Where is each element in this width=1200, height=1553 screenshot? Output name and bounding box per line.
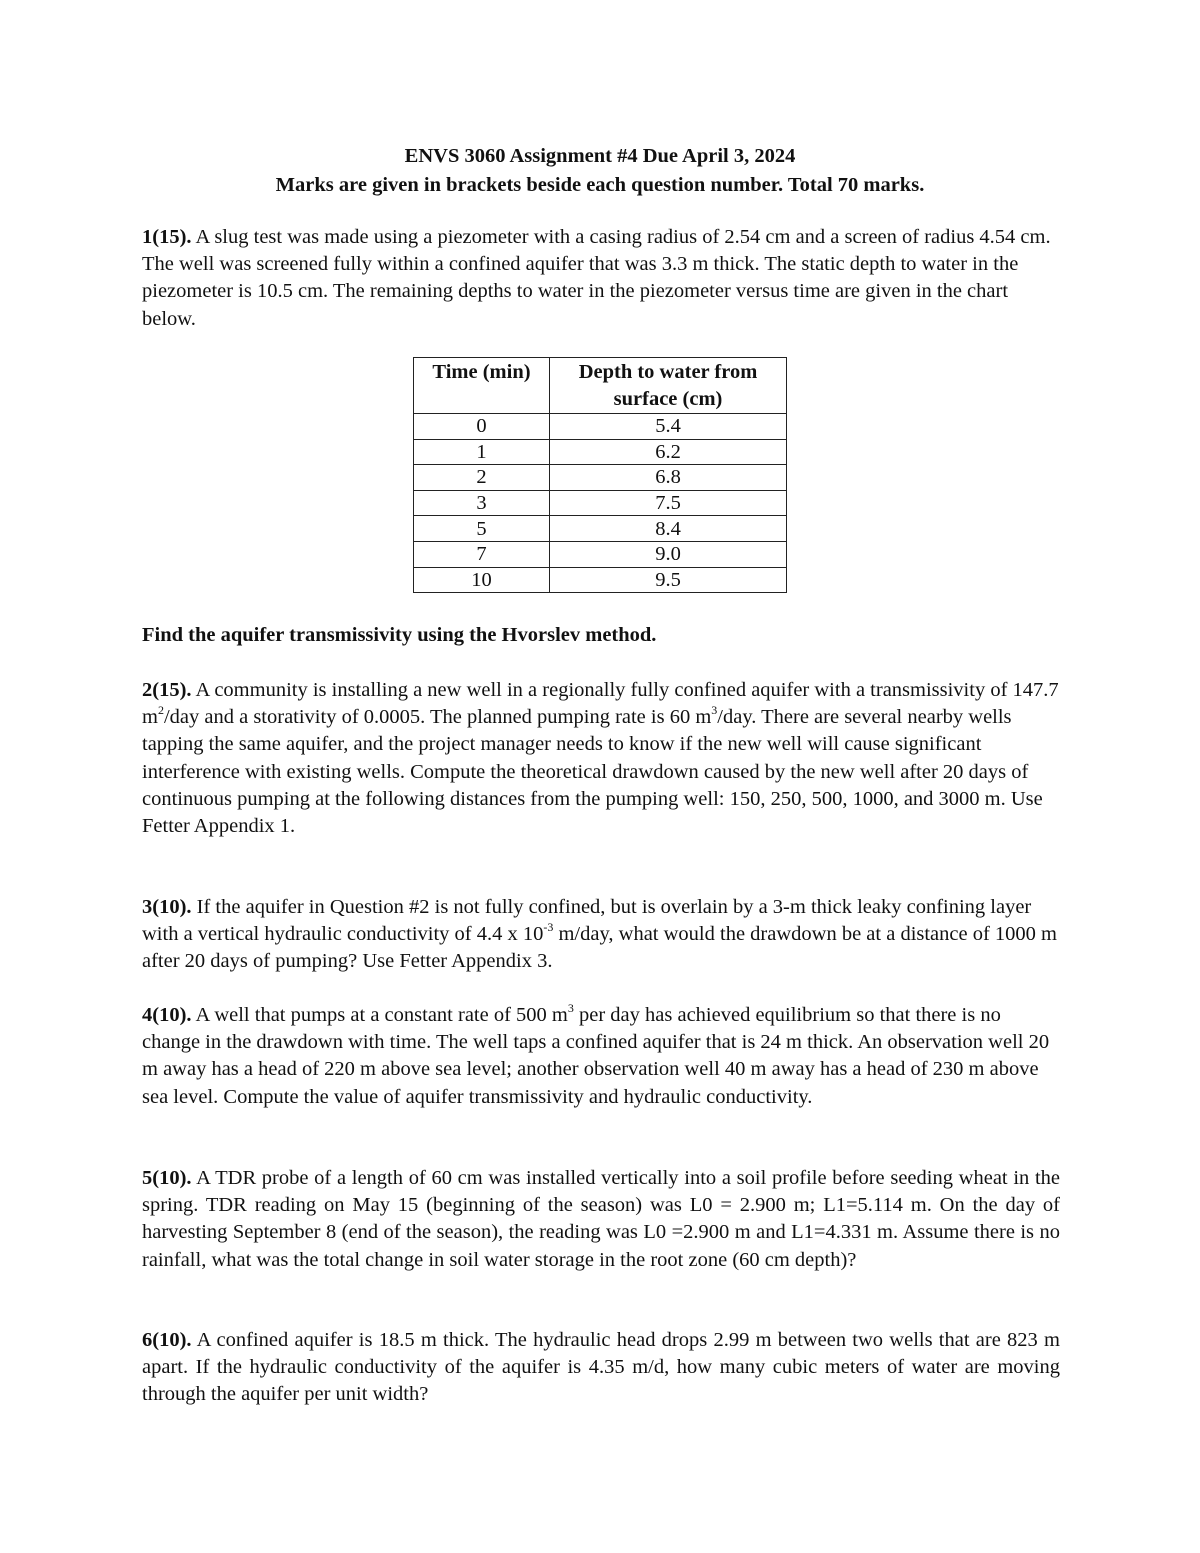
- question-5: [142, 1165, 1060, 1274]
- time-cell: 2: [414, 465, 550, 491]
- question-3-sup-1: -3: [543, 920, 554, 935]
- depth-cell: 8.4: [550, 516, 787, 542]
- question-4-sup-1: 3: [567, 1001, 574, 1016]
- question-5-label: 5(10).: [142, 1167, 192, 1189]
- question-1-instruction: Find the aquifer transmissivity using the Hvorslev method.: [142, 624, 657, 646]
- time-column-header: Time (min): [414, 358, 550, 414]
- question-1-text: A slug test was made using a piezometer with a casing radius of 2.54 cm and a screen of radius 4.54 cm. The well was screened fully within a confined aquifer that was 3.3 m thick. The static depth to water in the piezometer is 10.5 cm. The remaining depths to water in the piezometer versus time are given in the chart below.: [142, 226, 1051, 330]
- depth-header-line-2: surface (cm): [613, 388, 723, 410]
- question-6-label: 6(10).: [142, 1329, 192, 1351]
- table-row: [414, 465, 787, 491]
- question-2-text-1: A community is installing a new well in a regionally fully confined aquifer with a transmissivity of 147.7 m: [142, 679, 1059, 729]
- question-5-text: A TDR probe of a length of 60 cm was installed vertically into a soil profile before seeding wheat in the spring. TDR reading on May 15 (beginning of the season) was L0 = 2.900 m; L1=5.114 m. On the day of harvesting September 8 (end of the season), the reading was L0 =2.900 m and L1=4.331 m. Assume there is no rainfall, what was the total change in soil water storage in the root zone (60 cm depth)?: [142, 1167, 1061, 1271]
- question-2-text-3: /day. There are several nearby wells tapping the same aquifer, and the project manager needs to know if the new well will cause significant interference with existing wells. Compute the theoretical drawdown caused by the new well after 20 days of continuous pumping at the following distances from the pumping well: 150, 250, 500, 1000, and 3000 m. Use Fetter Appendix 1.: [142, 706, 1043, 838]
- depth-header-line-1: Depth to water from: [578, 361, 758, 383]
- assignment-title: ENVS 3060 Assignment #4 Due April 3, 2024: [404, 145, 796, 167]
- table-row: [414, 516, 787, 542]
- depth-cell: 9.0: [550, 541, 787, 567]
- table-row: [414, 414, 787, 440]
- table-row: [414, 567, 787, 593]
- depth-cell: 9.5: [550, 567, 787, 593]
- question-4-label: 4(10).: [142, 1004, 192, 1026]
- table-row: [414, 439, 787, 465]
- question-2: [142, 677, 1060, 840]
- question-3-text-1: If the aquifer in Question #2 is not fully confined, but is overlain by a 3-m thick leaky confining layer with a vertical hydraulic conductivity of 4.4 x 10: [142, 896, 1032, 946]
- table-header-row: [414, 358, 787, 414]
- question-2-text-2: /day and a storativity of 0.0005. The planned pumping rate is 60 m: [163, 706, 712, 729]
- question-2-sup-1: 2: [157, 703, 164, 718]
- depth-column-header: [550, 358, 787, 414]
- time-cell: 10: [414, 567, 550, 593]
- question-6: [142, 1327, 1060, 1409]
- question-3: [142, 894, 1060, 976]
- assignment-header: [0, 142, 1200, 200]
- depth-cell: 7.5: [550, 490, 787, 516]
- question-1: [142, 224, 1060, 333]
- table-row: [414, 490, 787, 516]
- question-2-sup-2: 3: [711, 703, 718, 718]
- question-2-label: 2(15).: [142, 679, 192, 701]
- depth-cell: 5.4: [550, 414, 787, 440]
- question-6-text: A confined aquifer is 18.5 m thick. The hydraulic head drops 2.99 m between two wells that are 823 m apart. If the hydraulic conductivity of the aquifer is 4.35 m/d, how many cubic meters of water are moving through the aquifer per unit width?: [142, 1329, 1060, 1406]
- depth-cell: 6.2: [550, 439, 787, 465]
- marks-note: Marks are given in brackets beside each question number. Total 70 marks.: [275, 174, 925, 196]
- slug-test-table: [413, 357, 787, 593]
- question-4-text-2: per day has achieved equilibrium so that there is no change in the drawdown with time. The well taps a confined aquifer that is 24 m thick. An observation well 20 m away has a head of 220 m above sea level; another observation well 40 m away has a head of 230 m above sea level. Compute the value of aquifer transmissivity and hydraulic conductivity.: [142, 1004, 1050, 1108]
- table-row: [414, 541, 787, 567]
- question-1-label: 1(15).: [142, 226, 192, 248]
- question-4: [142, 1002, 1060, 1111]
- question-3-label: 3(10).: [142, 896, 192, 918]
- time-cell: 3: [414, 490, 550, 516]
- time-cell: 7: [414, 541, 550, 567]
- time-cell: 1: [414, 439, 550, 465]
- question-4-text-1: A well that pumps at a constant rate of 500 m: [195, 1004, 568, 1026]
- depth-cell: 6.8: [550, 465, 787, 491]
- time-cell: 0: [414, 414, 550, 440]
- question-3-text-2: m/day, what would the drawdown be at a distance of 1000 m after 20 days of pumping? Use Fetter Appendix 3.: [142, 923, 1058, 973]
- time-cell: 5: [414, 516, 550, 542]
